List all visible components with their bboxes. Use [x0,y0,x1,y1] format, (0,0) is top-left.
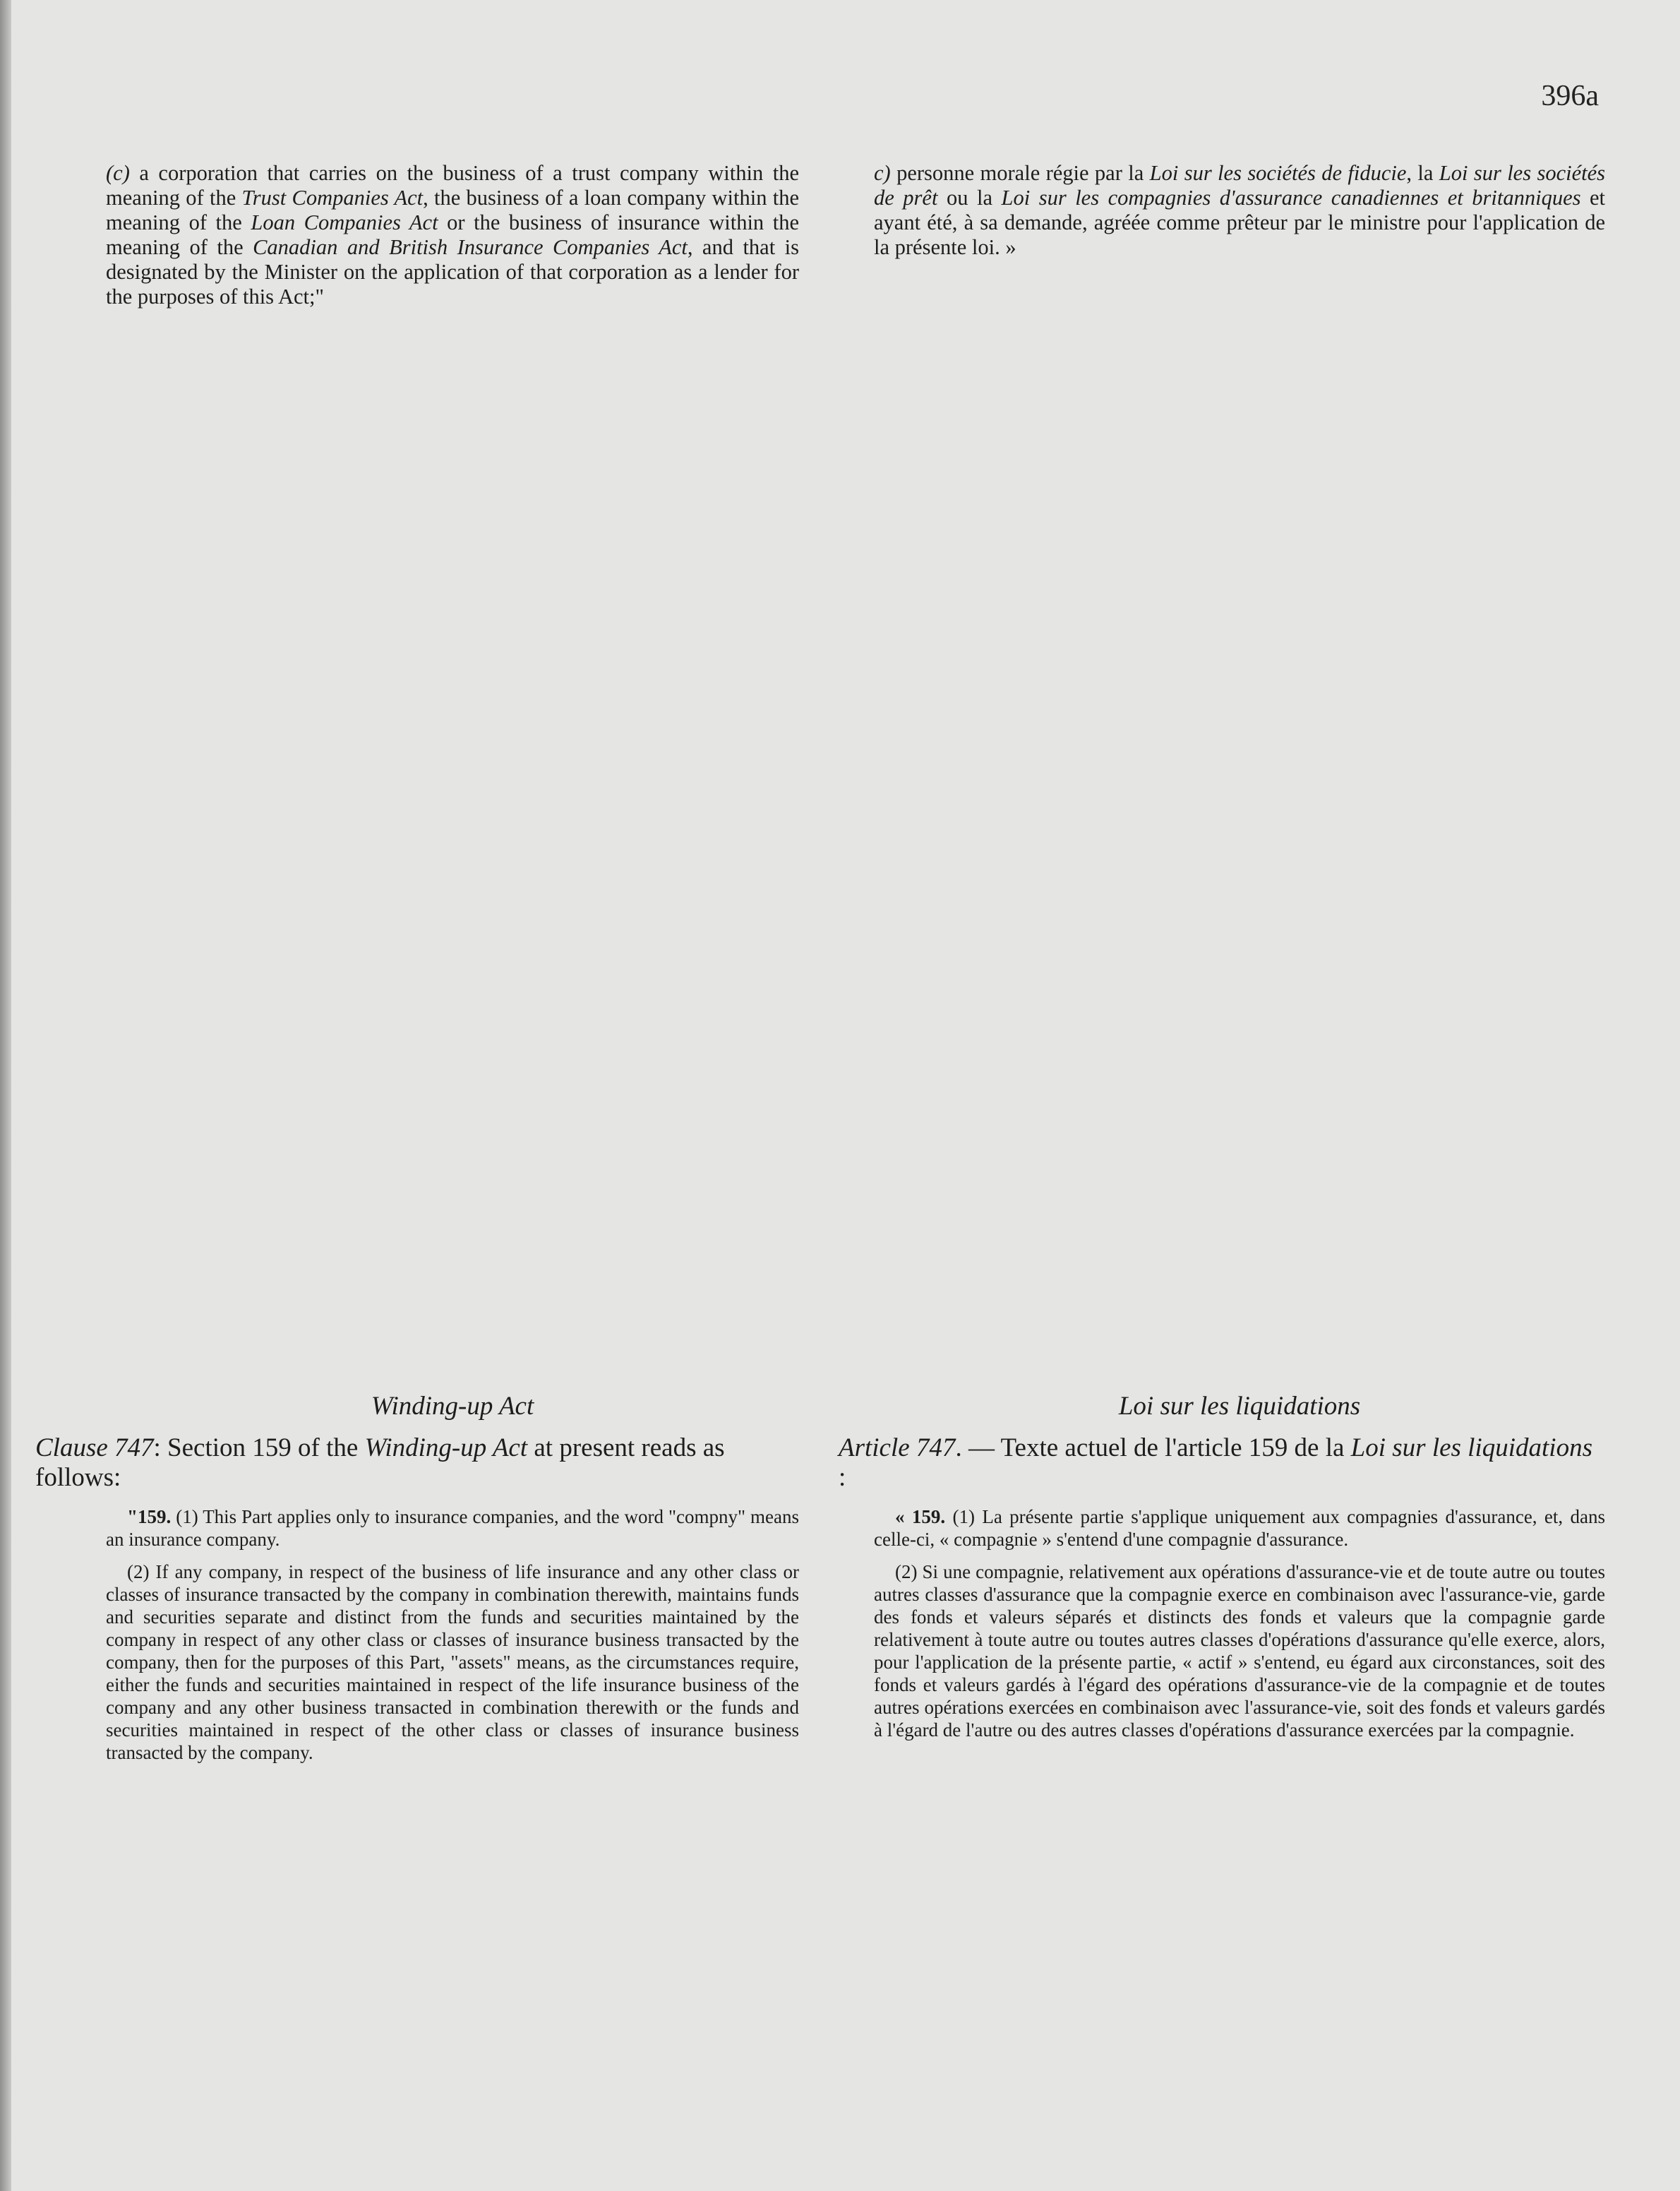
act-reference: Loi sur les sociétés de prêt [874,161,1606,210]
subsection-2-en: (2) If any company, in respect of the business of life insurance and any other class or classes of insurance transacted by the company in combination therewith, maintains funds and securities separate and distinct from the funds and securities maintained by the company in respect of any other class or classes of insurance business transacted by the company, then for the purposes of this Part, "assets" means, as the circumstances require, either the funds and securities maintained in respect of the life insurance business of the company and any other business transacted in combination therewith or the funds and securities maintained in respect of the other class or classes of insurance business transacted by the company. [106,1561,799,1763]
amendment-paragraph-en [106,161,799,309]
act-title-en: Winding-up Act [371,1392,534,1421]
amendment-marker-fr: c) [874,161,891,185]
act-reference: Loan Companies Act [251,210,438,234]
section-number-en: "159. [127,1506,172,1527]
amendment-text-en: (c) a corporation that carries on the business of a trust company within the meaning of the Trust Companies Act, the business of a loan company within the meaning of the Loan Companies Act or the business of insurance within the meaning of the Canadian and British Insurance Companies Act, and that is designated by the Minister on the application of that corporation as a lender for the purposes of this Act;" [106,161,799,309]
amendment-text-fr: c) personne morale régie par la Loi sur les sociétés de fiducie, la Loi sur les sociétés de prêt ou la Loi sur les compagnies d'assurance canadiennes et britanniques et ayant été, à sa demande, agréée comme prêteur par le ministre pour l'application de la présente loi. » [874,161,1606,259]
clause-label-en: Clause 747 [35,1433,154,1462]
subsection-1-fr: « 159. (1) La présente partie s'applique uniquement aux compagnies d'assurance, et, dans celle-ci, « compagnie » s'entend d'une compagnie d'assurance. [874,1506,1606,1550]
act-reference: Loi sur les sociétés de fiducie [1149,161,1407,185]
act-title-fr: Loi sur les liquidations [1118,1392,1361,1421]
amendment-marker-en: (c) [106,161,130,185]
page-edge-shadow [0,0,11,2191]
quoted-section-en [106,1505,799,1774]
act-reference: Winding-up Act [364,1433,528,1462]
subsection-2-fr: (2) Si une compagnie, relativement aux opérations d'assurance-vie et de toute autre ou toutes autres classes d'assurance que la compagnie exerce en combinaison avec l'assurance-vie, garde des fonds et valeurs séparés et distincts des fonds et valeurs que la compagnie garde relativement à toute autre ou toutes autres classes d'opérations d'assurance qu'elle exerce, alors, pour l'application de la présente partie, « actif » s'entend, eu égard aux circonstances, soit des fonds et valeurs gardés à l'égard des opérations d'assurance-vie de la compagnie et de toutes autres opérations exercées en combinaison avec l'assurance-vie, soit des fonds et valeurs gardés à l'égard de l'autre ou des autres classes d'opérations d'assurance exercées par la compagnie. [874,1561,1605,1741]
clause-heading-fr: Article 747. — Texte actuel de l'article 159 de la Loi sur les liquidations : [839,1433,1592,1492]
act-reference: Trust Companies Act [241,186,424,210]
section-number-fr: « 159. [895,1506,946,1527]
subsection-1-en: "159. (1) This Part applies only to insurance companies, and the word "compny" means an insurance company. [106,1506,799,1550]
act-reference: Loi sur les compagnies d'assurance canadiennes et britanniques [1001,186,1581,210]
act-reference: Loi sur les liquidations [1350,1433,1592,1462]
amendment-paragraph-fr [874,161,1605,260]
clause-label-fr: Article 747 [839,1433,956,1462]
quoted-section-fr [874,1505,1605,1751]
page-number: 396a [1541,80,1599,112]
act-reference: Canadian and British Insurance Companies Act [253,235,688,259]
clause-heading-en: Clause 747: Section 159 of the Winding-up Act at present reads as follows: [35,1433,725,1492]
